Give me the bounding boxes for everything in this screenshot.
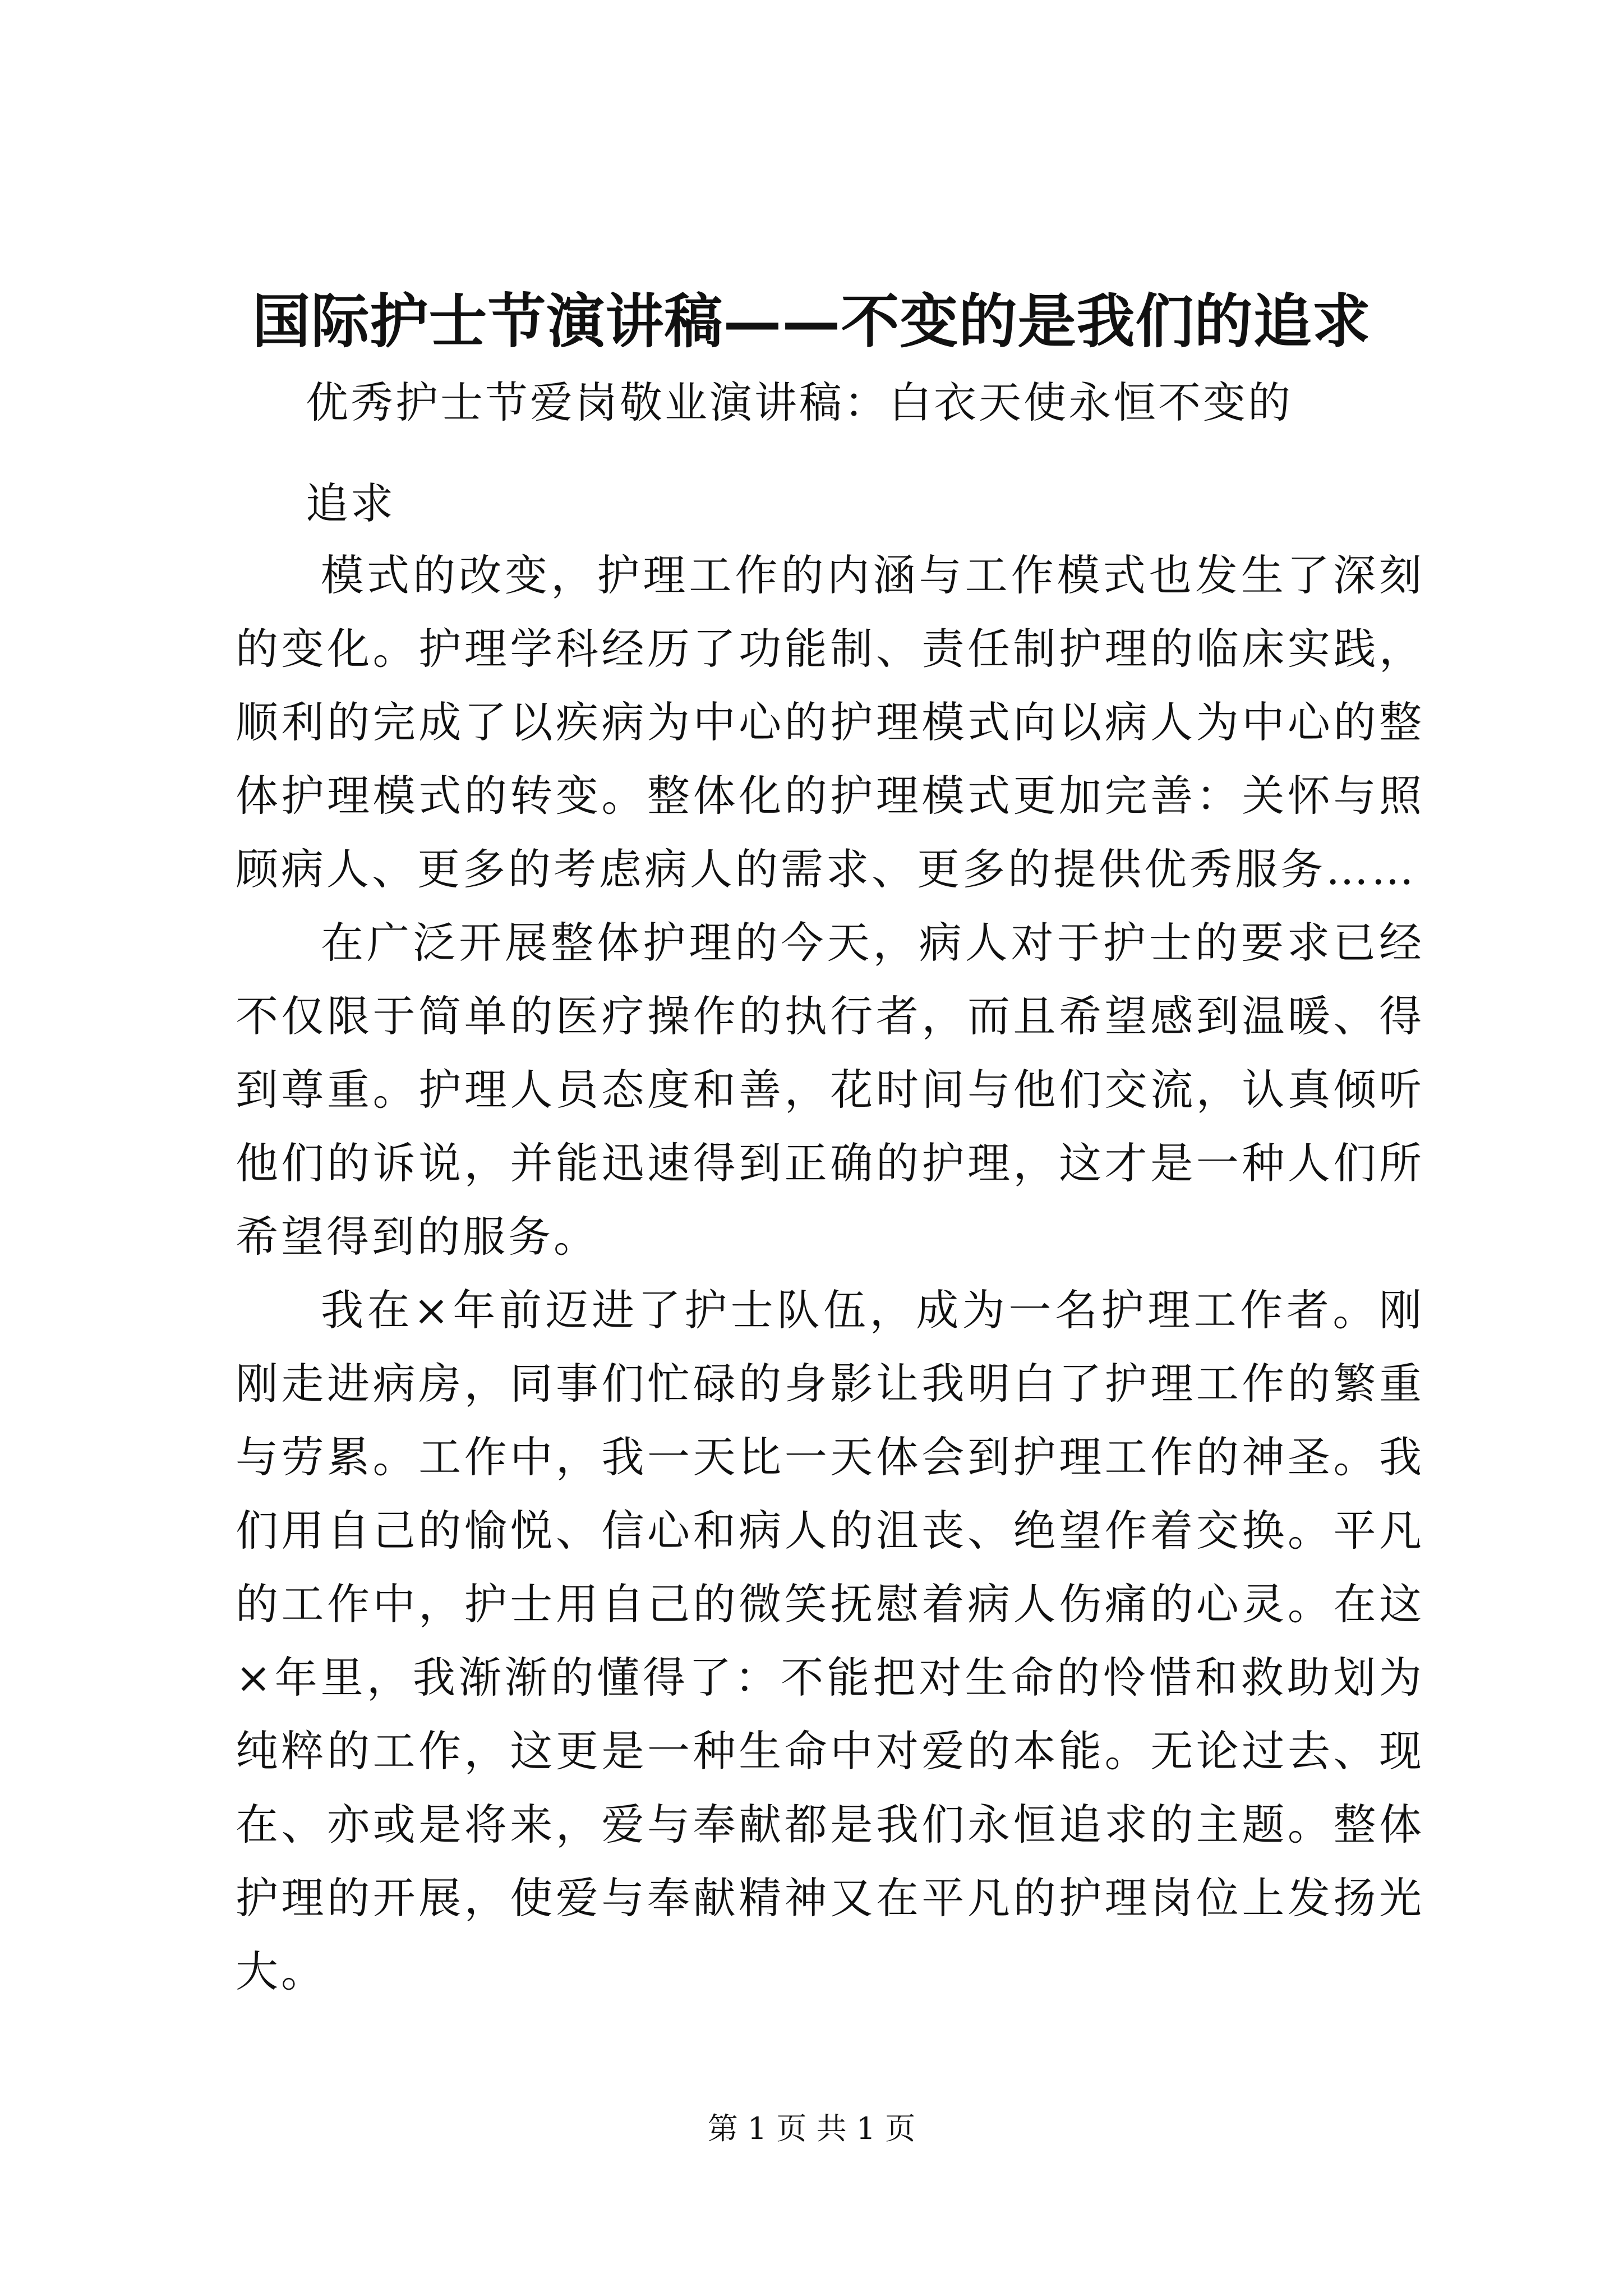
document-subtitle: 优秀护士节爱岗敬业演讲稿：白衣天使永恒不变的追求 bbox=[306, 378, 1293, 528]
paragraph: 我在×年前迈进了护士队伍，成为一名护理工作者。刚刚走进病房，同事们忙碌的身影让我明白了护理工作的繁重与劳累。工作中，我一天比一天体会到护理工作的神圣。我们用自己的愉悦、信心和病人的沮丧、绝望作着交换。平凡的工作中，护士用自己的微笑抚慰着病人伤痛的心灵。在这×年里，我渐渐的懂得了：不能把对生命的怜惜和救助划为纯粹的工作，这更是一种生命中对爱的本能。无论过去、现在、亦或是将来，爱与奉献都是我们永恒追求的主题。整体护理的开展，使爱与奉献精神又在平凡的护理岗位上发扬光大。 bbox=[236, 1285, 1424, 1996]
paragraph: 在广泛开展整体护理的今天，病人对于护士的要求已经不仅限于简单的医疗操作的执行者，而且希望感到温暖、得到尊重。护理人员态度和善，花时间与他们交流，认真倾听他们的诉说，并能迅速得到正确的护理，这才是一种人们所希望得到的服务。 bbox=[236, 918, 1424, 1262]
document-body bbox=[236, 539, 1424, 2008]
page-footer: 第 1 页 共 1 页 bbox=[707, 2111, 916, 2146]
document-title: 国际护士节演讲稿——不变的是我们的追求 bbox=[252, 287, 1371, 356]
paragraph: 模式的改变，护理工作的内涵与工作模式也发生了深刻的变化。护理学科经历了功能制、责任制护理的临床实践，顺利的完成了以疾病为中心的护理模式向以病人为中心的整体护理模式的转变。整体化的护理模式更加完善：关怀与照顾病人、更多的考虑病人的需求、更多的提供优秀服务…… bbox=[236, 550, 1424, 894]
